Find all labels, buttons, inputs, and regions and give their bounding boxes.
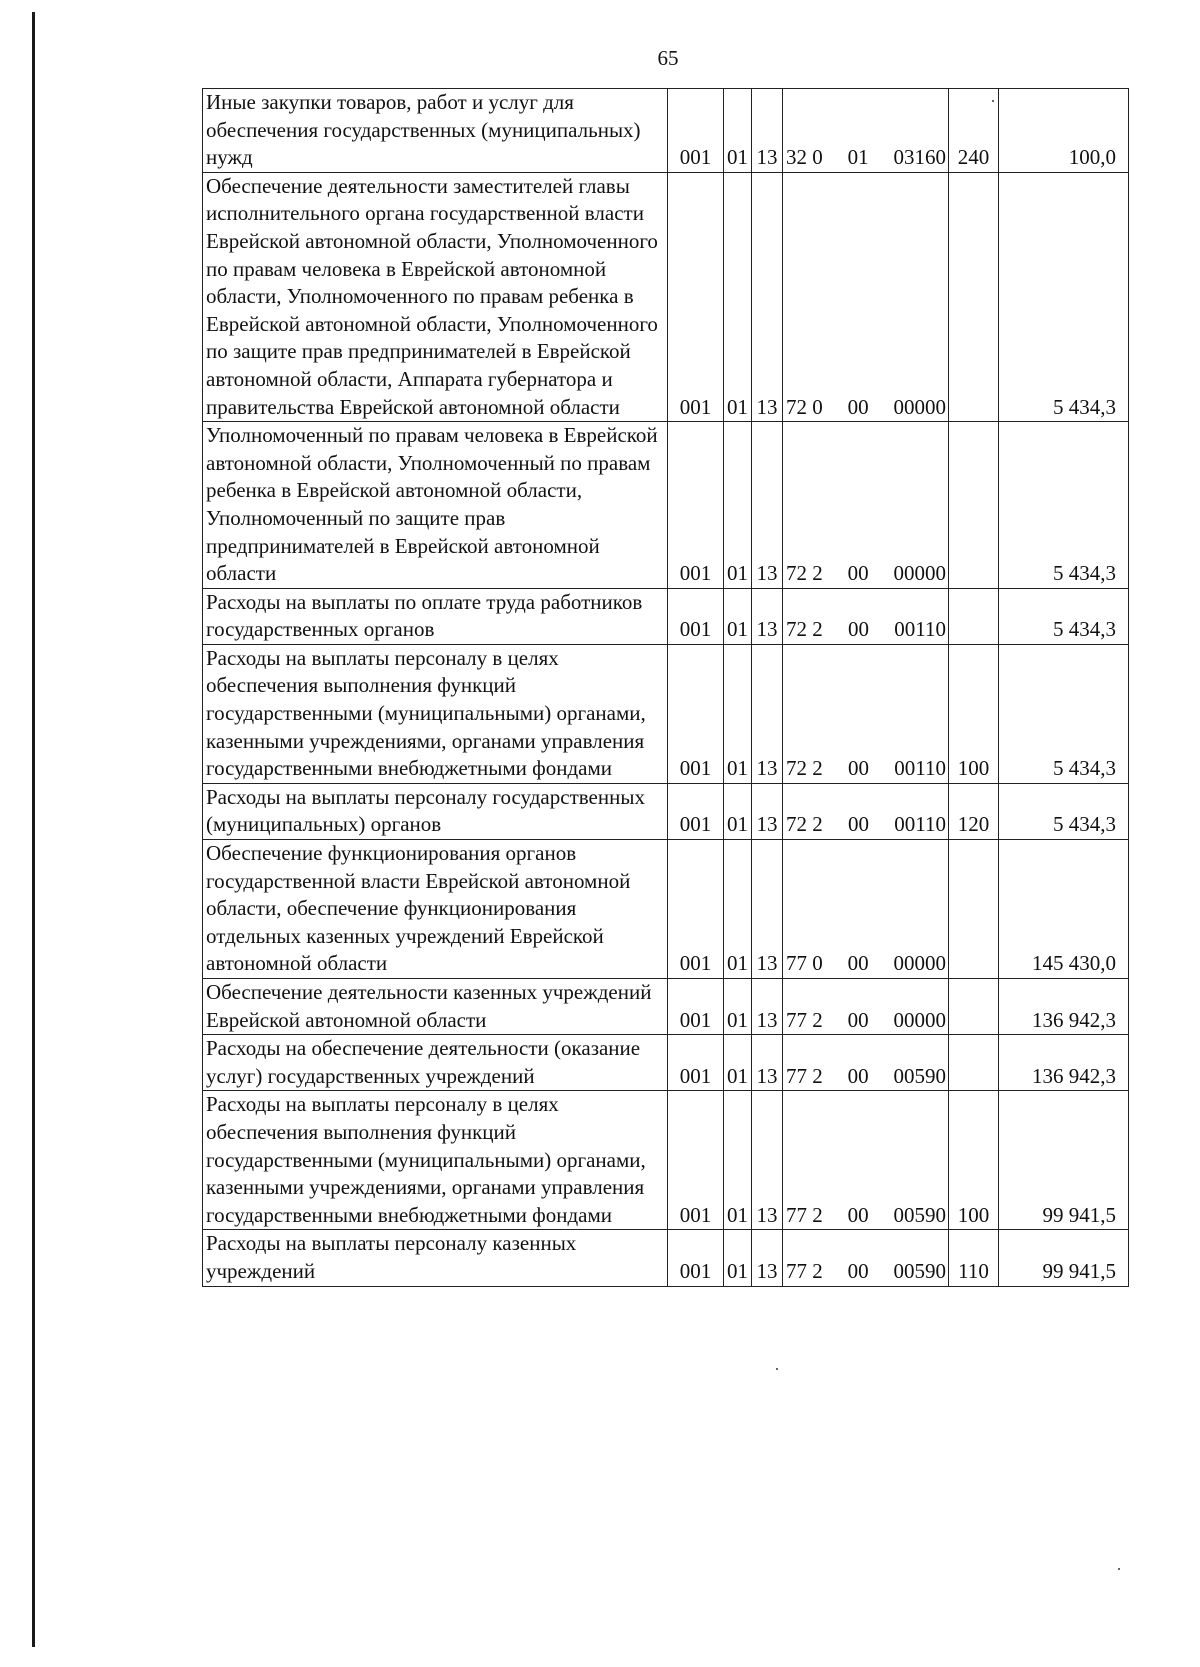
table-row: [203, 979, 1129, 1035]
row-description: Обеспечение деятельности казенных учреждений Еврейской автономной области: [203, 979, 668, 1035]
row-description: Расходы на выплаты персоналу государственных (муниципальных) органов: [203, 783, 668, 839]
ministry-code: 001: [668, 422, 724, 589]
ministry-code: 001: [668, 979, 724, 1035]
subsection-code: 13: [752, 89, 783, 173]
target-code-subprogram: 00: [847, 561, 869, 586]
ministry-code: 001: [668, 1230, 724, 1286]
target-code-subprogram: 00: [848, 617, 869, 642]
target-code-program: 77 0: [786, 951, 823, 976]
target-code-program: 72 2: [786, 561, 823, 586]
subsection-code: 13: [752, 840, 783, 979]
table-row: [203, 1091, 1129, 1230]
expense-type-code: 240: [949, 89, 999, 173]
expense-type-code: [949, 979, 999, 1035]
target-article-code: [783, 1035, 949, 1091]
expense-type-code: [949, 422, 999, 589]
scan-speck: [992, 100, 994, 102]
target-code-program: 72 2: [786, 812, 823, 837]
subsection-code: 13: [752, 783, 783, 839]
section-code: 01: [724, 1230, 752, 1286]
ministry-code: 001: [668, 1091, 724, 1230]
amount-value: 5 434,3: [999, 783, 1129, 839]
target-code-subprogram: 00: [847, 1063, 869, 1088]
section-code: 01: [724, 422, 752, 589]
target-article-code: [783, 89, 949, 173]
ministry-code: 001: [668, 840, 724, 979]
target-code-direction: 00000: [893, 951, 946, 976]
expense-type-code: 110: [949, 1230, 999, 1286]
section-code: 01: [724, 89, 752, 173]
table-row: [203, 588, 1129, 644]
target-code-subprogram: 01: [847, 145, 869, 170]
row-description: Расходы на выплаты по оплате труда работников государственных органов: [203, 588, 668, 644]
amount-value: 5 434,3: [999, 422, 1129, 589]
target-code-subprogram: 00: [847, 394, 869, 419]
amount-value: 136 942,3: [999, 979, 1129, 1035]
ministry-code: 001: [668, 588, 724, 644]
target-code-direction: 00000: [893, 394, 946, 419]
page-number: 65: [657, 46, 679, 70]
table-row: [203, 644, 1129, 783]
subsection-code: 13: [752, 644, 783, 783]
target-code-program: 77 2: [786, 1202, 823, 1227]
target-code-subprogram: 00: [847, 1258, 869, 1283]
target-code-subprogram: 00: [847, 1007, 869, 1032]
table-row: [203, 172, 1129, 421]
scan-speck: [1118, 1568, 1120, 1570]
amount-value: 99 941,5: [999, 1230, 1129, 1286]
target-code-direction: 00110: [894, 756, 946, 781]
target-article-code: [783, 644, 949, 783]
section-code: 01: [724, 783, 752, 839]
table-row: [203, 422, 1129, 589]
target-code-program: 72 2: [786, 617, 823, 642]
target-code-program: 72 0: [786, 394, 823, 419]
amount-value: 5 434,3: [999, 172, 1129, 421]
section-code: 01: [724, 979, 752, 1035]
target-article-code: [783, 979, 949, 1035]
target-code-direction: 00000: [893, 1007, 946, 1032]
target-article-code: [783, 1091, 949, 1230]
target-article-code: [783, 840, 949, 979]
ministry-code: 001: [668, 172, 724, 421]
target-code-program: 77 2: [786, 1258, 823, 1283]
row-description: Расходы на выплаты персоналу казенных учреждений: [203, 1230, 668, 1286]
ministry-code: 001: [668, 89, 724, 173]
amount-value: 136 942,3: [999, 1035, 1129, 1091]
expense-type-code: 100: [949, 1091, 999, 1230]
budget-table: [202, 88, 1129, 1287]
expense-type-code: [949, 840, 999, 979]
target-article-code: [783, 1230, 949, 1286]
table-row: [203, 840, 1129, 979]
target-code-direction: 00590: [893, 1202, 946, 1227]
target-article-code: [783, 588, 949, 644]
target-code-direction: 00590: [893, 1063, 946, 1088]
row-description: Расходы на выплаты персоналу в целях обеспечения выполнения функций государственными (муниципальными) органами, казенными учреждениями, органами управления государственными внебюджетными фондами: [203, 644, 668, 783]
row-description: Иные закупки товаров, работ и услуг для обеспечения государственных (муниципальных) нужд: [203, 89, 668, 173]
section-code: 01: [724, 644, 752, 783]
target-code-subprogram: 00: [848, 756, 869, 781]
table-row: [203, 1230, 1129, 1286]
subsection-code: 13: [752, 172, 783, 421]
section-code: 01: [724, 840, 752, 979]
subsection-code: 13: [752, 1230, 783, 1286]
target-code-direction: 00000: [893, 561, 946, 586]
target-code-direction: 00110: [894, 617, 946, 642]
row-description: Расходы на обеспечение деятельности (оказание услуг) государственных учреждений: [203, 1035, 668, 1091]
target-article-code: [783, 422, 949, 589]
row-description: Обеспечение функционирования органов государственной власти Еврейской автономной области, обеспечение функционирования отдельных казенных учреждений Еврейской автономной области: [203, 840, 668, 979]
expense-type-code: [949, 172, 999, 421]
table-row: [203, 783, 1129, 839]
section-code: 01: [724, 1091, 752, 1230]
ministry-code: 001: [668, 783, 724, 839]
row-description: Обеспечение деятельности заместителей главы исполнительного органа государственной власти Еврейской автономной области, Уполномоченного по правам человека в Еврейской автономной области, Уполномоченного по правам ребенка в Еврейской автономной области, Уполномоченного по защите прав предпринимателей в Еврейской автономной области, Аппарата губернатора и правительства Еврейской автономной области: [203, 172, 668, 421]
target-code-direction: 00110: [894, 812, 946, 837]
subsection-code: 13: [752, 1035, 783, 1091]
budget-table-body: [203, 89, 1129, 1287]
amount-value: 5 434,3: [999, 644, 1129, 783]
target-code-program: 72 2: [786, 756, 823, 781]
amount-value: 99 941,5: [999, 1091, 1129, 1230]
section-code: 01: [724, 588, 752, 644]
section-code: 01: [724, 172, 752, 421]
amount-value: 100,0: [999, 89, 1129, 173]
target-code-subprogram: 00: [847, 1202, 869, 1227]
scan-edge-line: [32, 12, 35, 1647]
target-code-subprogram: 00: [848, 812, 869, 837]
subsection-code: 13: [752, 422, 783, 589]
target-code-direction: 00590: [893, 1258, 946, 1283]
expense-type-code: 120: [949, 783, 999, 839]
table-row: [203, 89, 1129, 173]
expense-type-code: 100: [949, 644, 999, 783]
subsection-code: 13: [752, 1091, 783, 1230]
subsection-code: 13: [752, 588, 783, 644]
ministry-code: 001: [668, 644, 724, 783]
expense-type-code: [949, 588, 999, 644]
target-article-code: [783, 172, 949, 421]
target-code-direction: 03160: [893, 145, 946, 170]
ministry-code: 001: [668, 1035, 724, 1091]
target-code-program: 77 2: [786, 1007, 823, 1032]
row-description: Расходы на выплаты персоналу в целях обеспечения выполнения функций государственными (муниципальными) органами, казенными учреждениями, органами управления государственными внебюджетными фондами: [203, 1091, 668, 1230]
row-description: Уполномоченный по правам человека в Еврейской автономной области, Уполномоченный по правам ребенка в Еврейской автономной области, Уполномоченный по защите прав предпринимателей в Еврейской автономной области: [203, 422, 668, 589]
amount-value: 145 430,0: [999, 840, 1129, 979]
scan-speck: [776, 1368, 778, 1370]
target-code-program: 32 0: [786, 145, 823, 170]
amount-value: 5 434,3: [999, 588, 1129, 644]
target-code-program: 77 2: [786, 1063, 823, 1088]
table-row: [203, 1035, 1129, 1091]
target-article-code: [783, 783, 949, 839]
target-code-subprogram: 00: [847, 951, 869, 976]
section-code: 01: [724, 1035, 752, 1091]
expense-type-code: [949, 1035, 999, 1091]
subsection-code: 13: [752, 979, 783, 1035]
